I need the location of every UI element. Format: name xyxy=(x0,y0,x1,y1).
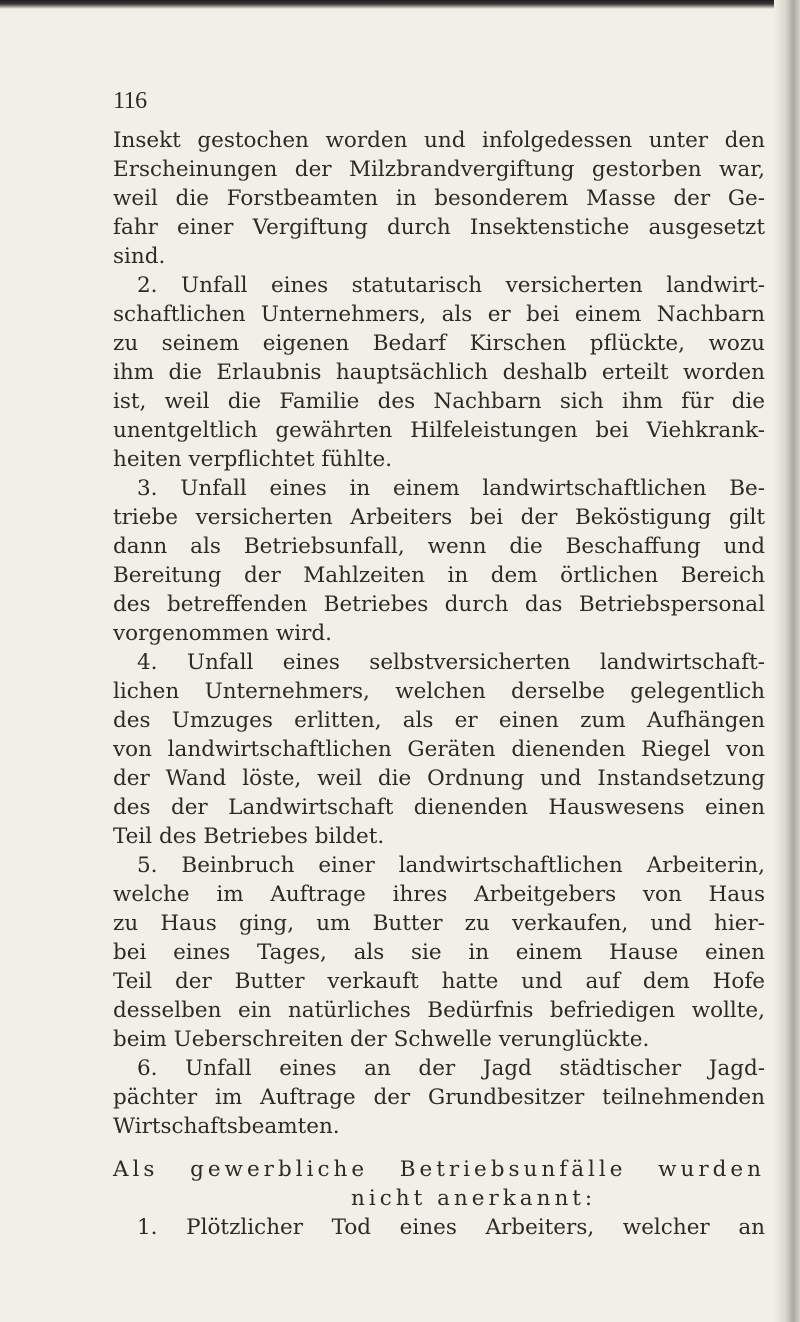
text-line: sind. xyxy=(113,244,166,269)
text-line: ist, weil die Familie des Nachbarn sich ihm für die xyxy=(113,389,765,414)
paragraph-3-start: 3. Unfall eines in einem landwirtschaftlichen Be- xyxy=(137,476,765,501)
text-line: bei eines Tages, als sie in einem Hause einen xyxy=(113,940,765,965)
section-heading-continued: nicht anerkannt: xyxy=(351,1186,597,1211)
text-line: Teil des Betriebes bildet. xyxy=(113,824,385,849)
text-line: desselben ein natürliches Bedürfnis befriedigen wollte, xyxy=(113,998,765,1023)
text-line: triebe versicherten Arbeiters bei der Beköstigung gilt xyxy=(113,505,765,530)
text-line: des der Landwirtschaft dienenden Hauswesens einen xyxy=(113,795,765,820)
section-heading: Als gewerbliche Betriebsunfälle wurden xyxy=(113,1157,765,1182)
text-line: lichen Unternehmers, welchen derselbe gelegentlich xyxy=(113,679,765,704)
paragraph-6-start: 6. Unfall eines an der Jagd städtischer Jagd- xyxy=(137,1056,765,1081)
text-line: Insekt gestochen worden und infolgedessen unter den xyxy=(113,128,765,153)
text-line: der Wand löste, weil die Ordnung und Instandsetzung xyxy=(113,766,765,791)
text-line: Wirtschaftsbeamten. xyxy=(113,1114,340,1139)
text-line: von landwirtschaftlichen Geräten dienenden Riegel von xyxy=(113,737,765,762)
text-line: zu seinem eigenen Bedarf Kirschen pflückte, wozu xyxy=(113,331,765,356)
paragraph-5-start: 5. Beinbruch einer landwirtschaftlichen Arbeiterin, xyxy=(137,853,765,878)
paragraph-final-start: 1. Plötzlicher Tod eines Arbeiters, welcher an xyxy=(137,1215,765,1240)
text-line: Erscheinungen der Milzbrandvergiftung gestorben war, xyxy=(113,157,765,182)
text-line: zu Haus ging, um Butter zu verkaufen, und hier- xyxy=(113,911,765,936)
text-line: des Umzuges erlitten, als er einen zum Aufhängen xyxy=(113,708,765,733)
text-line: beim Ueberschreiten der Schwelle verunglückte. xyxy=(113,1027,650,1052)
text-line: unentgeltlich gewährten Hilfeleistungen bei Viehkrank- xyxy=(113,418,765,443)
text-line: des betreffenden Betriebes durch das Betriebspersonal xyxy=(113,592,765,617)
body-text xyxy=(113,126,765,1242)
text-line: heiten verpflichtet fühlte. xyxy=(113,447,393,472)
page-number: 116 xyxy=(113,88,147,114)
page-top-edge xyxy=(0,0,800,9)
text-line: dann als Betriebsunfall, wenn die Beschaffung und xyxy=(113,534,765,559)
page-binding-edge xyxy=(774,0,800,1322)
text-line: schaftlichen Unternehmers, als er bei einem Nachbarn xyxy=(113,302,765,327)
text-line: pächter im Auftrage der Grundbesitzer teilnehmenden xyxy=(113,1085,765,1110)
text-line: Bereitung der Mahlzeiten in dem örtlichen Bereich xyxy=(113,563,765,588)
paragraph-2-start: 2. Unfall eines statutarisch versicherten landwirt- xyxy=(137,273,765,298)
text-line: vorgenommen wird. xyxy=(113,621,332,646)
text-line: welche im Auftrage ihres Arbeitgebers von Haus xyxy=(113,882,765,907)
text-line: Teil der Butter verkauft hatte und auf dem Hofe xyxy=(113,969,765,994)
text-line: fahr einer Vergiftung durch Insektenstiche ausgesetzt xyxy=(113,215,765,240)
paragraph-4-start: 4. Unfall eines selbstversicherten landwirtschaft- xyxy=(137,650,765,675)
text-line: weil die Forstbeamten in besonderem Masse der Ge- xyxy=(113,186,765,211)
text-line: ihm die Erlaubnis hauptsächlich deshalb erteilt worden xyxy=(113,360,765,385)
